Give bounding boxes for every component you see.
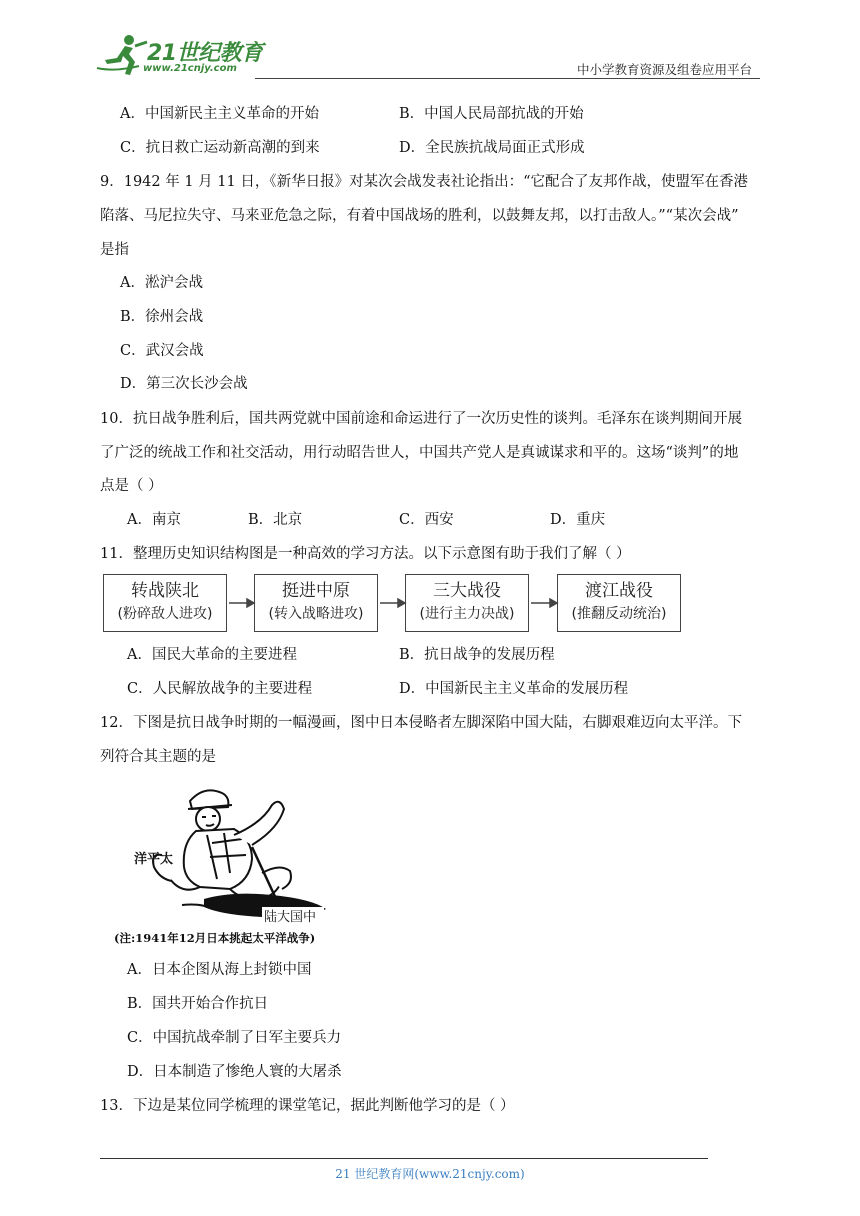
cartoon-left-label: 洋平太 <box>134 852 174 867</box>
flow-arrowhead-3-icon <box>550 599 557 607</box>
q12-option-c[interactable]: C．中国抗战牵制了日军主要兵力 <box>127 1030 342 1046</box>
q8-option-a[interactable]: A．中国新民主主义革命的开始 <box>120 106 319 122</box>
q11-option-b[interactable]: B．抗日战争的发展历程 <box>399 647 555 663</box>
flow-box-2-title: 挺进中原 <box>282 581 350 601</box>
header-platform-name: 中小学教育资源及组卷应用平台 <box>576 62 752 77</box>
q12-stem-line-2: 列符合其主题的是 <box>100 749 216 765</box>
q11-flow-diagram <box>103 574 683 636</box>
q9-option-d[interactable]: D．第三次长沙会战 <box>120 376 248 392</box>
page-header <box>95 30 760 80</box>
cartoon-right-label: 陆大国中 <box>264 910 317 925</box>
q9-stem-line-1: 9．1942 年 1 月 11 日，《新华日报》对某次会战发表社论指出：“它配合了友邦作战，使盟军在香港 <box>100 174 749 190</box>
q9-option-c[interactable]: C．武汉会战 <box>120 343 204 359</box>
flow-arrowhead-2-icon <box>398 599 405 607</box>
q11-option-a[interactable]: A．国民大革命的主要进程 <box>127 647 297 663</box>
flow-box-1-sub: (粉碎敌人进攻) <box>117 606 213 622</box>
q10-option-c[interactable]: C．西安 <box>399 512 454 528</box>
q11-option-c[interactable]: C．人民解放战争的主要进程 <box>127 681 313 697</box>
flow-box-4-title: 渡江战役 <box>585 581 653 601</box>
q11-option-d[interactable]: D．中国新民主主义革命的发展历程 <box>399 681 629 697</box>
q9-stem-line-2: 陷落、马尼拉失守、马来亚危急之际，有着中国战场的胜利，以鼓舞友邦，以打击敌人。”“某次会战” <box>100 208 739 224</box>
header-divider <box>255 78 760 79</box>
logo-main-text: 21世纪教育 <box>147 41 263 66</box>
q11-stem: 11．整理历史知识结构图是一种高效的学习方法。以下示意图有助于我们了解（ ） <box>100 546 631 562</box>
flow-box-3-title: 三大战役 <box>433 581 501 601</box>
flow-arrows <box>103 574 683 636</box>
flow-box-1-title: 转战陕北 <box>131 581 199 601</box>
q10-option-d[interactable]: D．重庆 <box>550 512 606 528</box>
q12-cartoon-caption: (注:1941年12月日本挑起太平洋战争) <box>114 931 316 945</box>
q12-option-d[interactable]: D．日本制造了惨绝人寰的大屠杀 <box>127 1064 342 1080</box>
footer-text[interactable]: 21 世纪教育网(www.21cnjy.com) <box>335 1167 525 1181</box>
flow-arrowhead-1-icon <box>247 599 254 607</box>
q10-option-b[interactable]: B．北京 <box>248 512 303 528</box>
flow-box-2-sub: (转入战略进攻) <box>268 606 364 622</box>
q10-stem-line-1: 10．抗日战争胜利后，国共两党就中国前途和命运进行了一次历史性的谈判。毛泽东在谈判期间开展 <box>100 411 742 427</box>
footer-divider <box>100 1158 708 1159</box>
q8-option-d[interactable]: D．全民族抗战局面正式形成 <box>399 140 585 156</box>
q8-option-c[interactable]: C．抗日救亡运动新高潮的到来 <box>120 140 320 156</box>
q12-option-b[interactable]: B．国共开始合作抗日 <box>127 996 269 1012</box>
q10-option-a[interactable]: A．南京 <box>127 512 181 528</box>
q9-option-a[interactable]: A．淞沪会战 <box>120 275 203 291</box>
q8-option-b[interactable]: B．中国人民局部抗战的开始 <box>399 106 584 122</box>
q9-option-b[interactable]: B．徐州会战 <box>120 309 204 325</box>
q10-stem-line-3: 点是（ ） <box>100 478 163 494</box>
soldier-cartoon-icon <box>112 783 337 928</box>
flow-box-3-sub: (进行主力决战) <box>419 606 515 622</box>
logo <box>95 32 265 78</box>
q12-cartoon <box>112 783 337 928</box>
q13-stem: 13．下边是某位同学梳理的课堂笔记，据此判断他学习的是（ ） <box>100 1098 515 1114</box>
flow-box-4-sub: (推翻反动统治) <box>571 606 667 622</box>
q12-stem-line-1: 12．下图是抗日战争时期的一幅漫画，图中日本侵略者左脚深陷中国大陆，右脚艰难迈向太平洋。下 <box>100 715 742 731</box>
q10-stem-line-2: 了广泛的统战工作和社交活动，用行动昭告世人，中国共产党人是真诚谋求和平的。这场“谈判”的地 <box>100 445 739 461</box>
q9-stem-line-3: 是指 <box>100 242 129 258</box>
q12-option-a[interactable]: A．日本企图从海上封锁中国 <box>127 962 312 978</box>
logo-url-text: www.21cnjy.com <box>143 63 237 74</box>
